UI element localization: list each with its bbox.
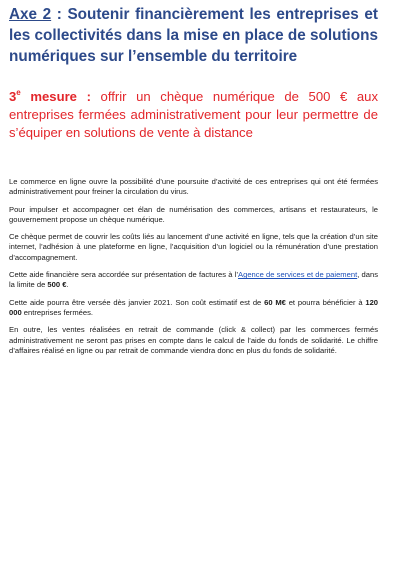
paragraph-6: En outre, les ventes réalisées en retrait de commande (click & collect) par les commerces fermés administrativement ne seront pas prises en compte dans le calcul de l’aide du fonds de solidarité. Le chiffre d’affaires réalisé en ligne ou par retrait de commande viendra donc en plus du fonds de solidarité. xyxy=(9,325,378,355)
mesure-text: offrir un chèque numérique de 500 € aux entreprises fermées administrativement pour leur permettre de s’équiper en solutions de vente à distance xyxy=(9,89,379,140)
paragraph-3: Ce chèque permet de couvrir les coûts liés au lancement d’une activité en ligne, tels que la création d’un site internet, l’adhésion à une plateforme en ligne, l’acquisition d’un logiciel ou la rémunération d’une prestation d’accompagnement. xyxy=(9,232,378,262)
paragraph-5-text-mid: et pourra bénéficier à xyxy=(285,297,366,307)
mesure-number xyxy=(9,89,91,104)
paragraph-5 xyxy=(9,298,378,319)
paragraph-1: Le commerce en ligne ouvre la possibilité d’une poursuite d’activité de ces entreprises qui ont été fermées administrativement pour freiner la circulation du virus. xyxy=(9,177,378,197)
paragraph-4-text: Cette aide financière sera accordée sur présentation de factures à l’ xyxy=(9,270,239,280)
axe-heading xyxy=(9,0,378,67)
paragraph-4 xyxy=(9,270,378,291)
mesure-label: mesure : xyxy=(20,89,91,104)
paragraph-5-count: 120 000 xyxy=(9,297,379,317)
paragraph-4-amount: 500 € xyxy=(47,280,67,290)
body-text xyxy=(9,177,378,356)
axe-label: Axe 2 xyxy=(9,6,52,23)
asp-link[interactable]: Agence de services et de paiement xyxy=(238,270,358,280)
paragraph-2: Pour impulser et accompagner cet élan de numérisation des commerces, artisans et restaurateurs, le gouvernement propose un chèque numérique. xyxy=(9,204,378,224)
paragraph-4-text-mid: , dans la limite de xyxy=(9,270,378,290)
axe-separator: : xyxy=(51,6,68,23)
paragraph-5-end: entreprises fermées. xyxy=(21,307,93,317)
mesure-heading xyxy=(9,88,378,142)
axe-title-text: Soutenir financièrement les entreprises et les collectivités dans la mise en place de solutions numériques sur l’ensemble du territoire xyxy=(9,6,378,65)
paragraph-4-end: . xyxy=(66,280,69,290)
mesure-number-suffix: e xyxy=(16,87,21,97)
paragraph-5-text: Cette aide pourra être versée dès janvier 2021. Son coût estimatif est de xyxy=(9,297,265,307)
paragraph-5-cost: 60 M€ xyxy=(264,297,286,307)
mesure-number-value: 3 xyxy=(9,89,17,104)
